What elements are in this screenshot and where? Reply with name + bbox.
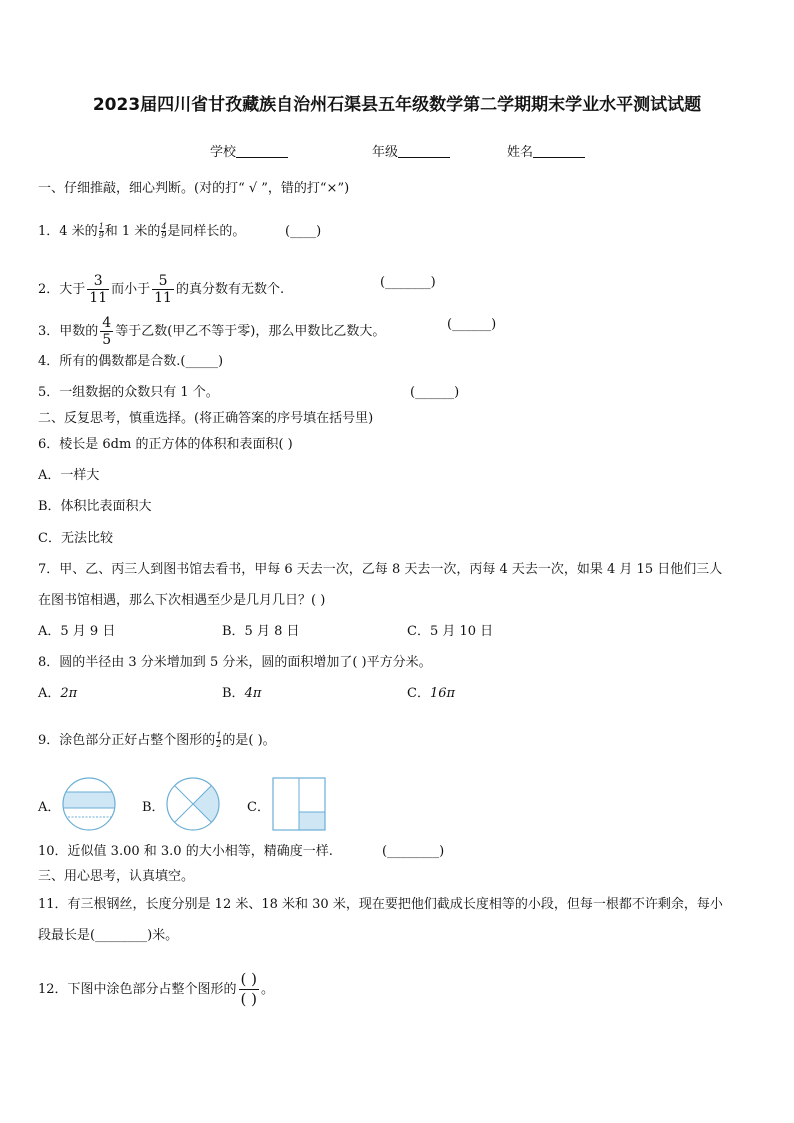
q6-option-b[interactable]: B．体积比表面积大 bbox=[38, 499, 152, 514]
answer-paren-3[interactable]: (______) bbox=[447, 317, 497, 332]
question-8: 8．圆的半径由 3 分米增加到 5 分米，圆的面积增加了( )平方分米。 bbox=[38, 655, 432, 670]
section-2-heading: 二、反复思考，慎重选择。(将正确答案的序号填在括号里) bbox=[38, 411, 374, 426]
q8-option-a[interactable]: A．2π bbox=[38, 686, 78, 701]
question-7-line-2: 在图书馆相遇，那么下次相遇至少是几月几日？( ) bbox=[38, 593, 326, 608]
fraction: $\frac{5}{11}$ bbox=[154, 273, 172, 306]
question-6: 6．棱长是 6dm 的正方体的体积和表面积( ) bbox=[38, 437, 293, 452]
name-label: 姓名 bbox=[507, 145, 534, 160]
answer-paren-5[interactable]: (______) bbox=[410, 385, 460, 400]
question-5: 5．一组数据的众数只有 1 个。 bbox=[38, 385, 219, 400]
question-10: 10．近似值 3.00 和 3.0 的大小相等，精确度一样. bbox=[38, 844, 333, 859]
question-7-line-1: 7．甲、乙、丙三人到图书馆去看书，甲每 6 天去一次，乙每 8 天去一次，丙每 4 天去一次，如果 4 月 15 日他们三人 bbox=[38, 562, 723, 577]
answer-paren-10[interactable]: (________) bbox=[382, 844, 445, 859]
q6-option-a[interactable]: A．一样大 bbox=[38, 468, 100, 483]
question-11-line-2: 段最长是(________)米。 bbox=[38, 928, 179, 943]
question-11-line-1: 11．有三根钢丝，长度分别是 12 米、18 米和 30 米，现在要把他们截成长度相等的小段，但每一根都不许剩余，每小 bbox=[38, 897, 723, 912]
answer-fraction-blank[interactable]: ( ) ( ) bbox=[240, 970, 258, 1008]
question-2: 2．大于 $\frac{3}{11}$ 而小于 $\frac{5}{11}$ 的真分数有无数个. bbox=[38, 273, 285, 306]
q6-option-c[interactable]: C．无法比较 bbox=[38, 531, 113, 546]
fraction: $\frac{4}{5}$ bbox=[102, 315, 112, 348]
q9-option-a-label[interactable]: A． bbox=[38, 800, 61, 815]
q7-option-c[interactable]: C．5 月 10 日 bbox=[407, 624, 494, 639]
fraction: $\frac{1}{9}$ bbox=[98, 222, 104, 240]
answer-paren-1[interactable]: (____) bbox=[285, 224, 322, 239]
grade-field bbox=[372, 141, 450, 160]
fraction: $\frac{4}{9}$ bbox=[161, 222, 167, 240]
school-field bbox=[210, 141, 288, 160]
q8-option-b[interactable]: B．4π bbox=[222, 686, 262, 701]
q9-option-c-label[interactable]: C． bbox=[247, 800, 270, 815]
name-field bbox=[507, 141, 585, 160]
school-label: 学校 bbox=[210, 145, 237, 160]
fraction: $\frac{1}{2}$ bbox=[216, 731, 222, 749]
answer-paren-2[interactable]: (_______) bbox=[380, 275, 436, 290]
question-3: 3．甲数的 $\frac{4}{5}$ 等于乙数(甲乙不等于零)，那么甲数比乙数大。 bbox=[38, 315, 386, 348]
question-9: 9．涂色部分正好占整个图形的 $\frac{1}{2}$ 的是( )。 bbox=[38, 731, 276, 749]
section-3-heading: 三、用心思考，认真填空。 bbox=[38, 869, 195, 884]
fraction: $\frac{3}{11}$ bbox=[89, 273, 108, 306]
q7-option-b[interactable]: B．5 月 8 日 bbox=[222, 624, 300, 639]
q9-option-b-figure[interactable] bbox=[165, 776, 221, 832]
page-title: 2023届四川省甘孜藏族自治州石渠县五年级数学第二学期期末学业水平测试试题 bbox=[92, 95, 702, 115]
q9-option-c-figure[interactable] bbox=[271, 776, 327, 832]
section-1-heading: 一、仔细推敲，细心判断。(对的打“ √ ”，错的打“×”) bbox=[38, 181, 350, 196]
grade-label: 年级 bbox=[372, 145, 399, 160]
q8-option-c[interactable]: C．16π bbox=[407, 686, 456, 701]
question-1: 1．4 米的 $\frac{1}{9}$ 和 1 米的 $\frac{4}{9}$ 是同样长的。 bbox=[38, 222, 246, 240]
q7-option-a[interactable]: A．5 月 9 日 bbox=[38, 624, 116, 639]
grade-blank[interactable] bbox=[398, 144, 450, 158]
q9-option-b-label[interactable]: B． bbox=[142, 800, 165, 815]
school-blank[interactable] bbox=[236, 144, 288, 158]
question-12: 12．下图中涂色部分占整个图形的 ( ) ( ) 。 bbox=[38, 970, 275, 1008]
question-4: 4．所有的偶数都是合数.(_____) bbox=[38, 354, 224, 369]
name-blank[interactable] bbox=[533, 144, 585, 158]
q9-option-a-figure[interactable] bbox=[61, 776, 117, 832]
